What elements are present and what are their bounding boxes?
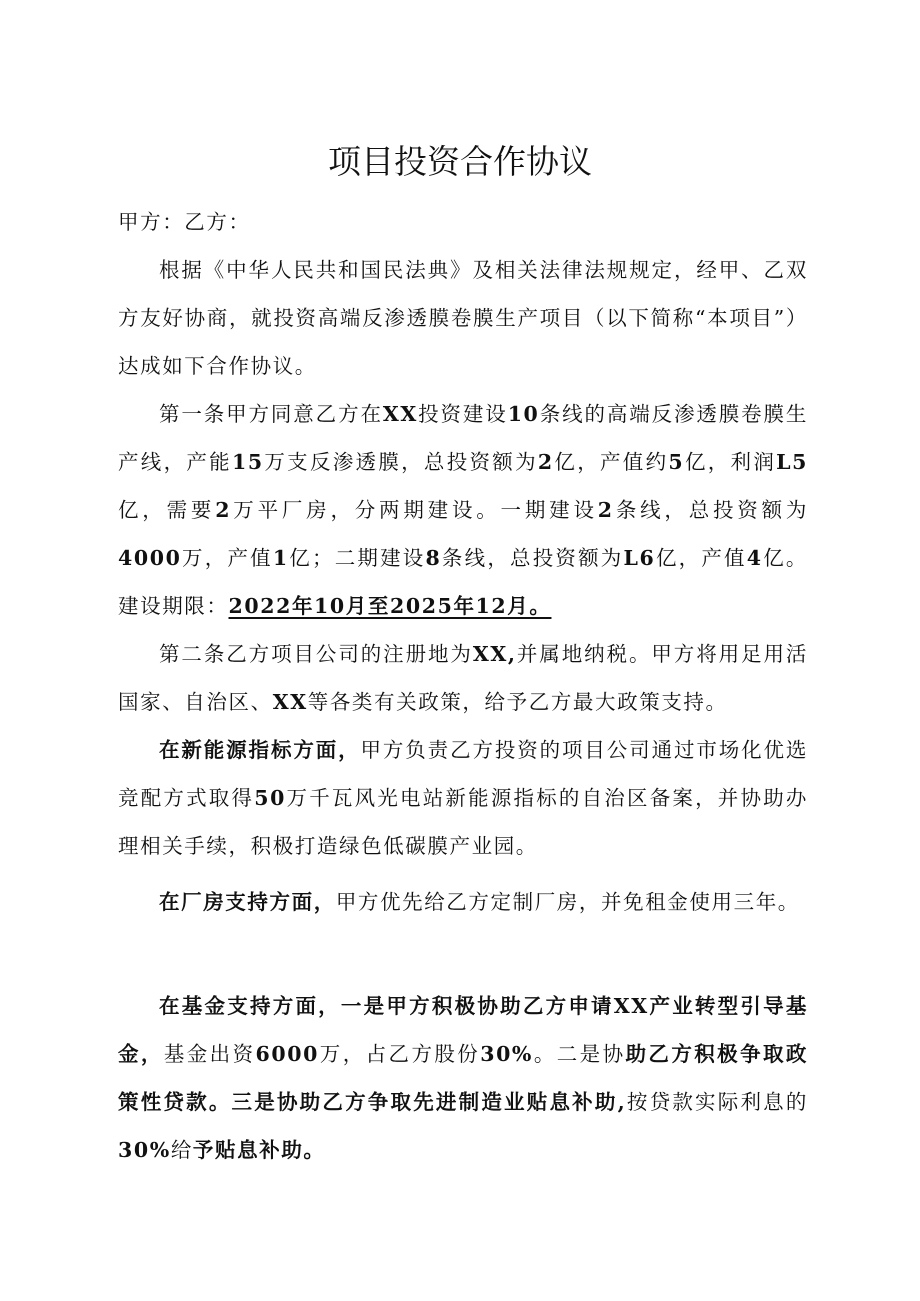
fund-paragraph: 在基金支持方面，一是甲方积极协助乙方申请XX产业转型引导基金，基金出资6000万，占乙方股份30%。二是协助乙方积极争取政策性贷款。三是协助乙方争取先进制造业贴息补助,按贷款实际利息的30%给予贴息补助。: [118, 994, 809, 1162]
plant-heading: 在厂房支持方面，: [159, 890, 336, 914]
document-title: 项目投资合作协议: [328, 142, 592, 181]
intro-paragraph: 根据《中华人民共和国民法典》及相关法律法规规定，经甲、乙双方友好协商，就投资高端反渗透膜卷膜生产项目（以下简称“本项目”）达成如下合作协议。: [118, 258, 808, 378]
article-1: 第一条甲方同意乙方在XX投资建设10条线的高端反渗透膜卷膜生产线，产能15万支反渗透膜，总投资额为2亿，产值约5亿，利润L5亿，需要2万平厂房，分两期建设。一期建设2条线，总投资额为4000万，产值1亿；二期建设8条线，总投资额为L6亿，产值4亿。建设期限：2022年10月至2025年12月。: [118, 402, 809, 618]
energy-heading: 在新能源指标方面，: [159, 738, 361, 762]
energy-paragraph: 在新能源指标方面，甲方负责乙方投资的项目公司通过市场化优选竞配方式取得50万千瓦风光电站新能源指标的自治区备案，并协助办理相关手续，积极打造绿色低碳膜产业园。: [118, 738, 809, 858]
parties-line: 甲方：乙方：: [118, 210, 251, 234]
construction-period: 2022年10月至2025年12月。: [228, 594, 552, 618]
fund-heading: 在基金支持方面，一是甲方积极协助乙方申请XX产业转型引导基金，: [118, 994, 808, 1066]
plant-paragraph: 在厂房支持方面，甲方优先给乙方定制厂房，并免租金使用三年。: [159, 890, 800, 914]
article-2: 第二条乙方项目公司的注册地为XX,并属地纳税。甲方将用足用活国家、自治区、XX等各类有关政策，给予乙方最大政策支持。: [118, 642, 808, 714]
